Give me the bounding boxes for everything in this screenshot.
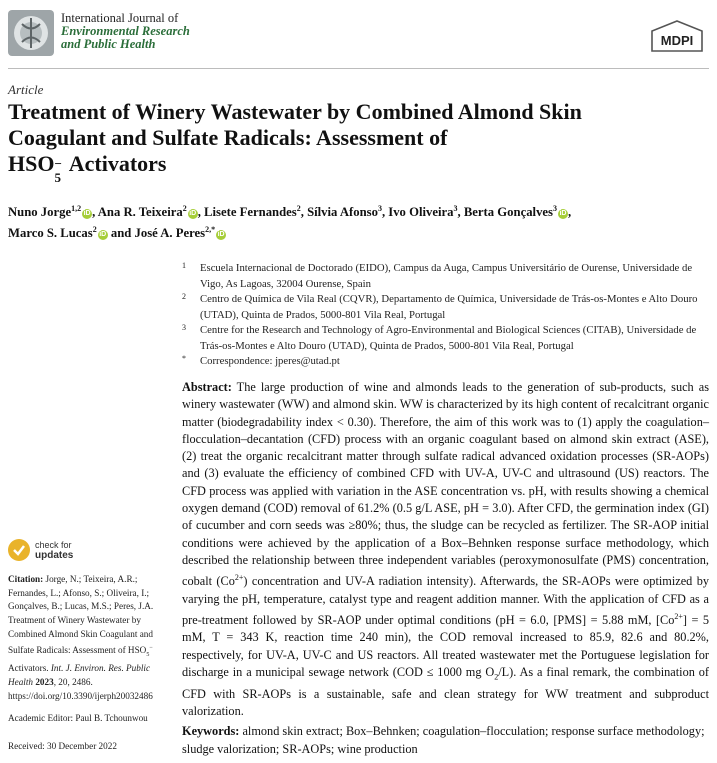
affiliation-text[interactable]: Correspondence: jperes@utad.pt [200,355,340,367]
title-formula-sup: − [54,156,62,171]
author[interactable] [388,205,457,219]
abstract-sup-1: 2+ [234,573,244,583]
affiliation-item [182,261,712,292]
author[interactable] [204,205,301,219]
affiliation-text: Escuela Internacional de Doctorado (EIDO), Campus da Auga, Campus Universitário de Ourense, Universidade de Vigo, As Lagoas, 32004 Ourense, Spain [200,262,693,290]
citation [8,573,168,703]
affiliations [182,261,712,370]
abstract [182,379,709,720]
citation-doi[interactable]: , 20, 2486. https://doi.org/10.3390/ijerph20032486 [8,676,153,701]
orcid-icon[interactable]: iD [217,231,225,239]
journal-logo [8,10,54,56]
orcid-icon[interactable]: iD [83,210,91,218]
abstract-sub-1: 2 [494,672,499,682]
affiliation-item [182,354,712,370]
keywords-text: almond skin extract; Box–Behnken; coagulation–flocculation; response surface methodology; sludge valorization; SR-AOPs; wine production [182,724,705,756]
journal-name-line3: and Public Health [61,37,156,51]
journal-name-line1: International Journal of [61,11,179,25]
header-divider [8,68,709,69]
citation-journal: Int. J. Environ. Res. Public Health [8,663,151,687]
affiliation-item [182,292,712,323]
affiliation-text: Centre for the Research and Technology of Agro-Environmental and Biological Sciences (CITAB), Universidade de Trás-os-Montes e Alto Douro (UTAD), Quinta de Prados, 5000-801 Vila Real, Portugal [200,324,697,352]
journal-name-line2: Environmental Research [61,24,190,38]
title-line3 [8,151,708,185]
author-name: Lisete Fernandes [204,205,297,220]
author[interactable] [8,226,108,240]
citation-year: 2023 [33,676,54,687]
author-name: José A. Peres [134,226,206,241]
check-for-updates[interactable] [8,539,168,561]
citation-label: Citation: [8,574,44,584]
affiliation-number: * [182,354,186,363]
author-name: Marco S. Lucas [8,226,93,241]
citation-text-a: Jorge, N.; Teixeira, A.R.; Fernandes, L.; Afonso, S.; Oliveira, I.; Gonçalves, B.; Lucas, M.S.; Peres, J.A. Treatment of Winery Wastewater by Combined Almond Skin Coagulant and Sulfate Radicals: Assessment of HSO [8,574,154,655]
affiliation-text: Centro de Química de Vila Real (CQVR), Departamento de Química, Universidade de Trás-os-Montes e Alto Douro (UTAD), Quinta de Prados, 5000-801 Vila Real, Portugal [200,293,698,321]
check-updates-text [35,540,73,561]
author[interactable] [98,205,198,219]
title-line1: Treatment of Winery Wastewater by Combined Almond Skin [8,99,582,124]
author-affiliation-number: 2 [182,204,187,213]
author-list: Nuno Jorge$^{1,2}$iD , Ana R. Teixeira$^2$iD , Lisete Fernandes$^2$, Sílvia Afonso$^3$, Ivo Oliveira$^3$, Berta Gonçalves$^3$iD , Marco S. Lucas$^2$iD and José A. Peres$^{2,*}$iD [8,204,572,241]
article-title [8,99,708,185]
check-updates-line2: updates [35,549,74,561]
article-info-sidebar [8,539,168,754]
affiliation-number: 1 [182,261,186,270]
abstract-sup-2: 2+ [674,611,683,621]
author-affiliation-number: 1,2 [71,204,82,213]
orcid-icon[interactable]: iD [189,210,197,218]
author-affiliation-number: 3 [552,204,557,213]
affiliation-number: 3 [182,323,186,332]
abstract-text-2: ) concentration and UV-A radiation intensity). Afterwards, the SR-AOPs were optimized by varying the pH, temperature, catalyst type and reagent addition manner. With the application of CFD as a pre-treatment followed by SR-AOP under optimal conditions (pH = 6.0, [PMS] = 5.88 mM, [Co [182,574,709,628]
article-type: Article [8,82,44,97]
author-name: Nuno Jorge [8,205,72,220]
author-affiliation-number: 2 [92,225,97,235]
citation-sub: 5 [146,651,150,658]
author-affiliation-number: 3 [377,204,382,213]
title-line3-text: Activators [64,151,167,176]
title-formula: HSO [8,151,55,176]
publisher-logo [650,19,704,53]
check-updates-icon [8,539,30,561]
check-updates-line1: check for [35,539,72,550]
keywords-label: Keywords: [182,724,240,738]
author-name: Sílvia Afonso [307,205,378,220]
author[interactable] [307,205,382,219]
title-formula-sub: 5 [54,170,61,185]
received-date: Received: 30 December 2022 [8,740,117,751]
author-affiliation-number: 2,* [205,225,216,235]
title-line2: Coagulant and Sulfate Radicals: Assessment of [8,125,448,150]
orcid-icon[interactable]: iD [99,231,107,239]
author-affiliation-number: 2 [296,204,301,213]
abstract-text-3: ] = 5 mM, T = 343 K, reaction time 240 min), the COD removal increased to 85.9, 82.6 and 80.2%, respectively, for UV-A, UV-C and US reactors. All treated wastewater met the Portuguese legislation for discharge in a municipal sewage network (COD ≤ 1000 mg O [182,613,710,679]
journal-name [61,12,190,51]
publisher-name: MDPI [660,32,694,48]
abstract-text-4: /L). As a final remark, the combination of CFD with SR-AOPs is a sustainable, safe and clean strategy for WW treatment and subproduct valorization. [182,664,710,718]
author-name: Berta Gonçalves [463,205,553,220]
author[interactable] [135,226,227,240]
orcid-icon[interactable]: iD [559,210,567,218]
author-name: Ana R. Teixeira [97,205,183,220]
keywords [182,723,709,758]
citation-sup: − [149,644,153,651]
abstract-text-1: The large production of wine and almonds leads to the generation of sub-products, such as winery wastewater (WW) and almond skin. WW is characterized by its high content of recalcitrant organic matter (biodegradability index < 0.30). Therefore, the aim of this work was to (1) apply the coagulation–flocculation–decantation (CFD) process with an organic coagulant based on almond skin extract (ASE), (2) treat the organic recalcitrant matter through sulfate radical advanced oxidation processes (SR-AOPs) and (3) evaluate the efficiency of combined CFD with UV-A, UV-C and ultrasound (US) reactors. The CFD process was applied with variation in the ASE concentration vs. pH, with results showing a chemical oxygen demand (COD) removal of 61.2% (0.5 g/L ASE, pH = 3.0). After CFD, the germination index (GI) of cucumber and corn seeds was ≥80%; thus, the sludge can be recycled as fertilizer. The SR-AOP initial conditions were achieved by the application of a Box–Behnken response surface methodology, which described the relationship between three independent variables (peroxymonosulfate (PMS) concentration, cobalt (Co [182,380,709,589]
affiliation-number: 2 [182,292,186,301]
academic-editor: Academic Editor: Paul B. Tchounwou [8,713,148,724]
author-affiliation-number: 3 [453,204,458,213]
citation-text-b: Activators. [8,663,51,674]
author-name: Ivo Oliveira [388,205,454,220]
affiliation-item [182,323,712,354]
abstract-label: Abstract: [182,380,232,394]
author[interactable] [8,205,92,219]
author[interactable] [464,205,568,219]
